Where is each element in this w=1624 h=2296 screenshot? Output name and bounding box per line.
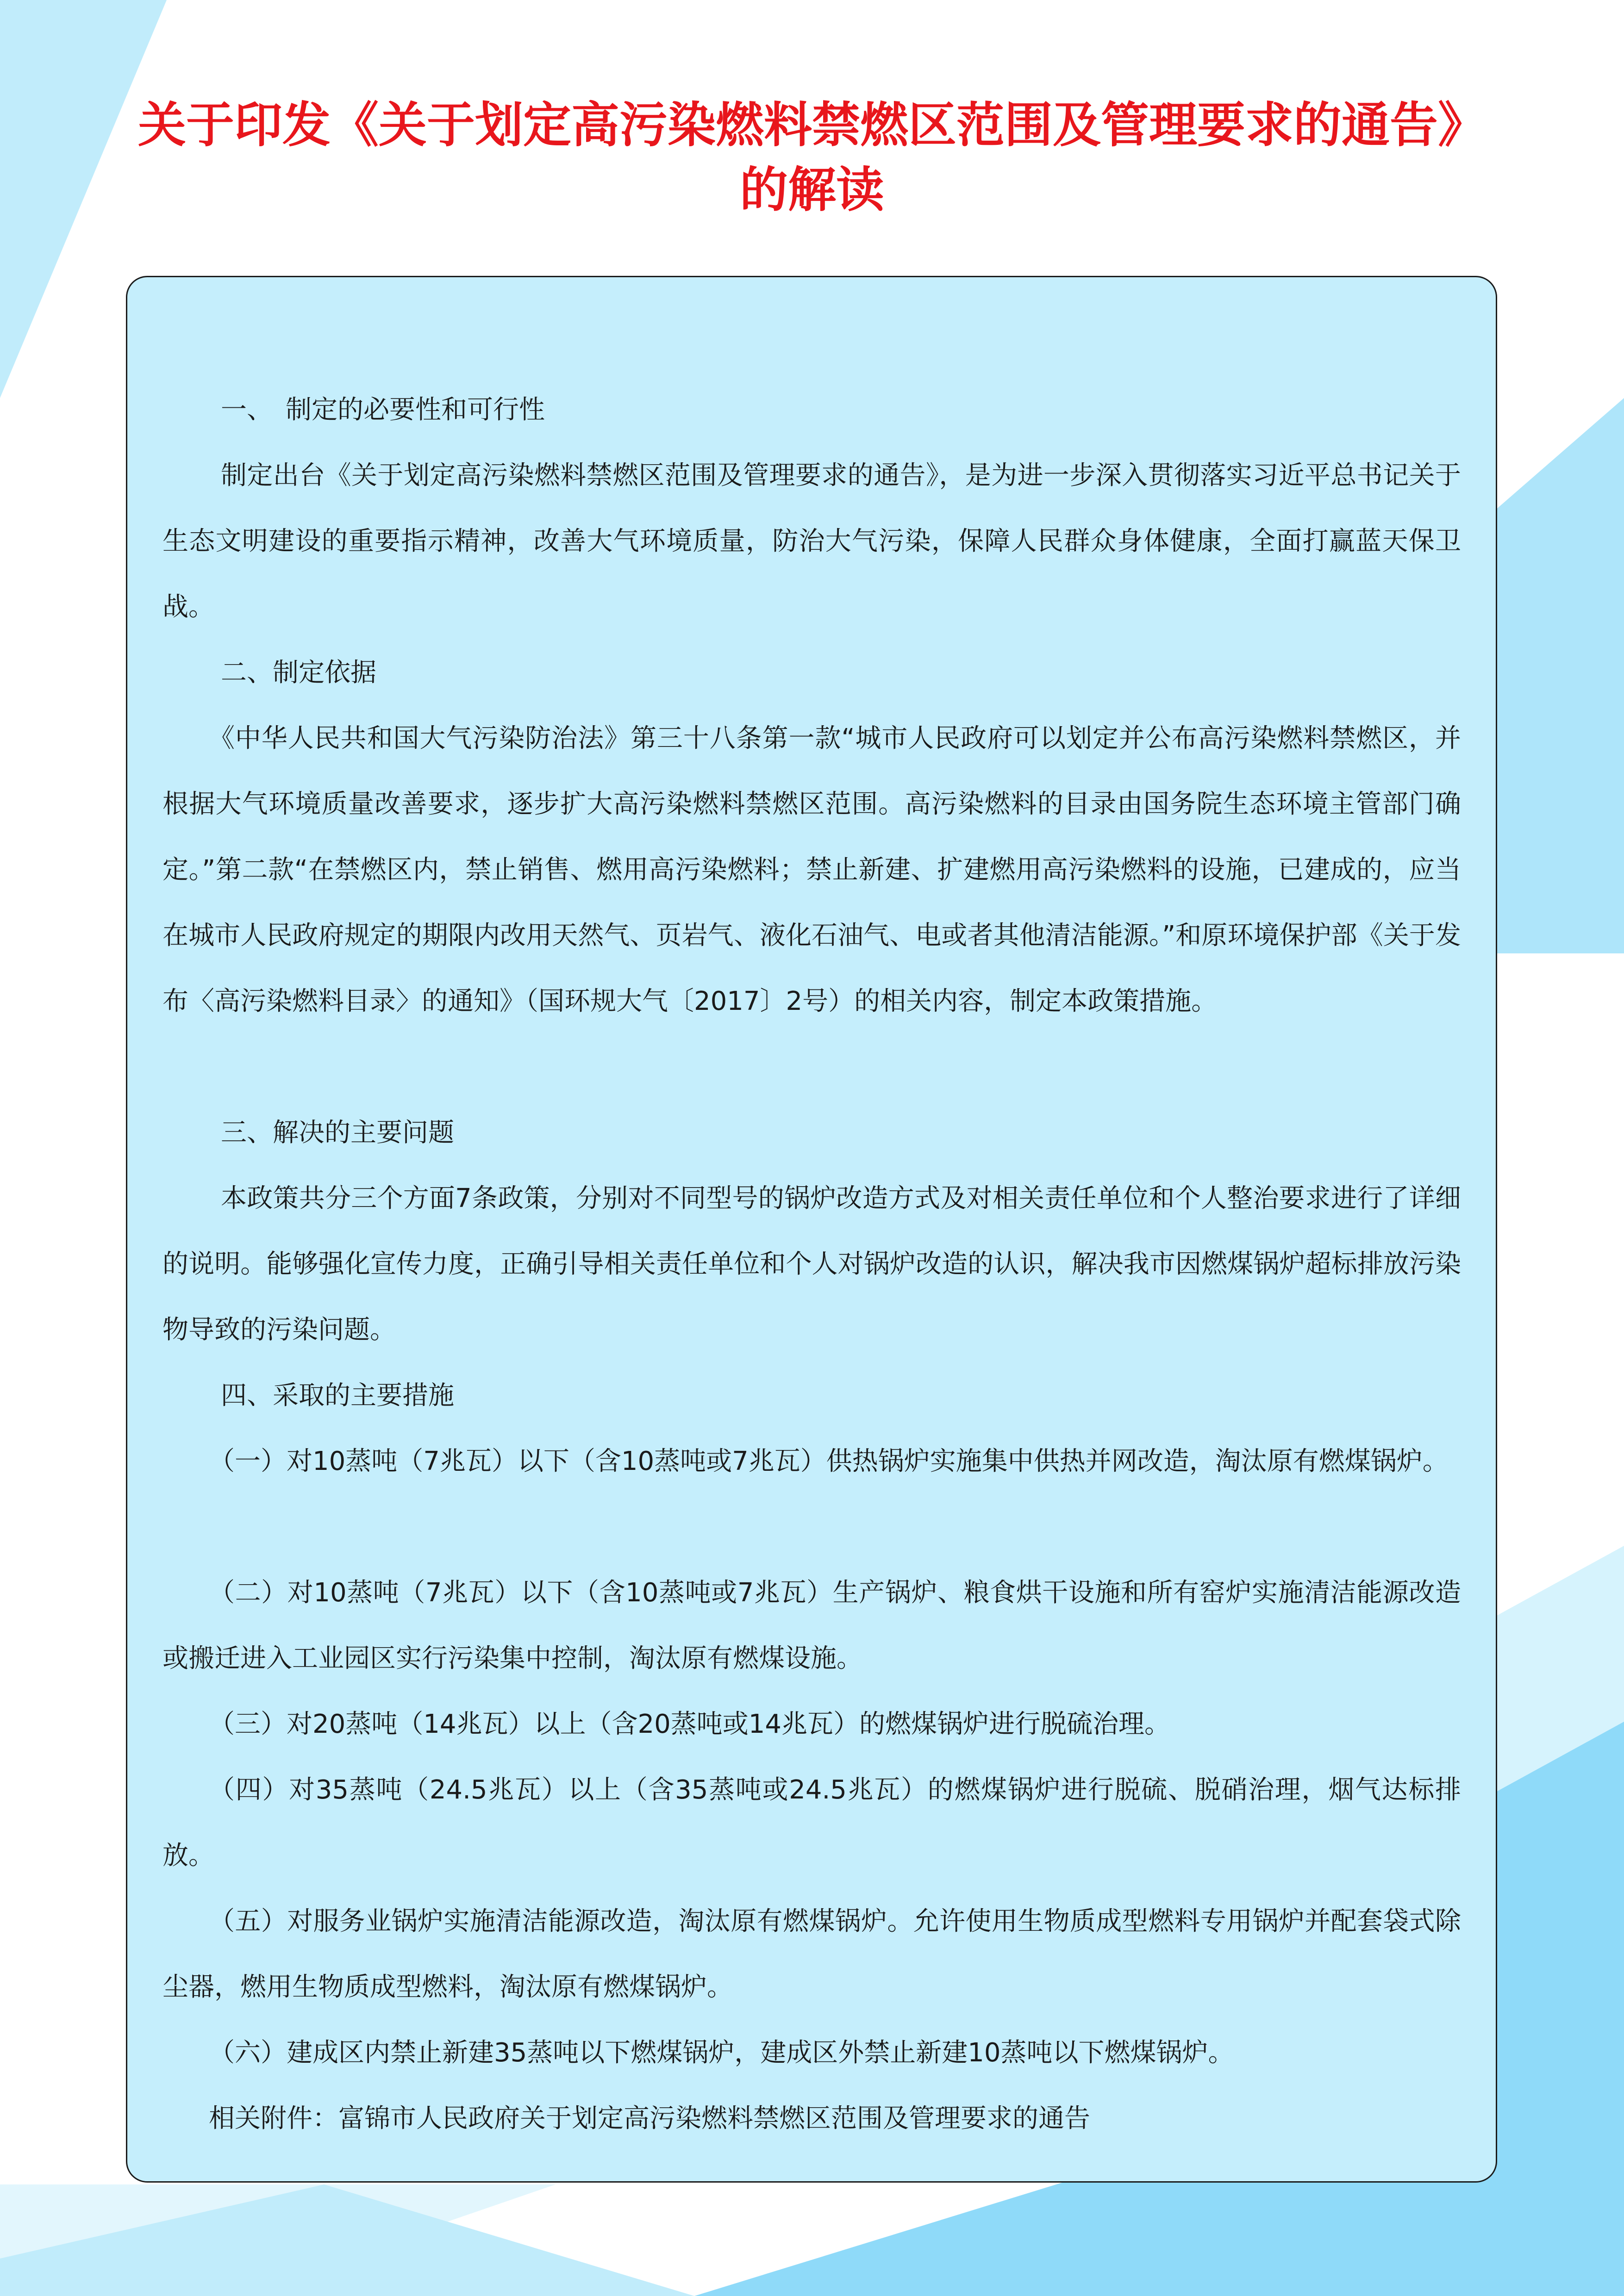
section-2-heading: 二、制定依据: [221, 658, 376, 688]
attachment-note: 相关附件：富锦市人民政府关于划定高污染燃料禁燃区范围及管理要求的通告: [209, 2103, 1090, 2134]
measure-2: （二）对10蒸吨（7兆瓦）以下（含10蒸吨或7兆瓦）生产锅炉、粮食烘干设施和所有窑炉实施清洁能源改造或搬迁进入工业园区实行污染集中控制，淘汰原有燃煤设施。: [162, 1578, 1461, 1674]
content-panel: [126, 276, 1497, 2183]
section-4-heading: 四、采取的主要措施: [221, 1381, 454, 1411]
measure-6: （六）建成区内禁止新建35蒸吨以下燃煤锅炉，建成区外禁止新建10蒸吨以下燃煤锅炉。: [209, 2038, 1234, 2068]
measure-3: （三）对20蒸吨（14兆瓦）以上（含20蒸吨或14兆瓦）的燃煤锅炉进行脱硫治理。: [209, 1709, 1171, 1739]
measure-1: （一）对10蒸吨（7兆瓦）以下（含10蒸吨或7兆瓦）供热锅炉实施集中供热并网改造，淘汰原有燃煤锅炉。: [209, 1446, 1449, 1476]
page-title-line-2: 的解读: [739, 162, 884, 218]
measure-4: （四）对35蒸吨（24.5兆瓦）以上（含35蒸吨或24.5兆瓦）的燃煤锅炉进行脱硫、脱硝治理，烟气达标排放。: [162, 1775, 1461, 1871]
section-2-body: 《中华人民共和国大气污染防治法》第三十八条第一款“城市人民政府可以划定并公布高污染燃料禁燃区，并根据大气环境质量改善要求，逐步扩大高污染燃料禁燃区范围。高污染燃料的目录由国务院生态环境主管部门确定。”第二款“在禁燃区内，禁止销售、燃用高污染燃料；禁止新建、扩建燃用高污染燃料的设施，已建成的，应当在城市人民政府规定的期限内改用天然气、页岩气、液化石油气、电或者其他清洁能源。”和原环境保护部《关于发布〈高污染燃料目录〉的通知》（国环规大气〔2017〕2号）的相关内容，制定本政策措施。: [162, 723, 1461, 1016]
section-1-heading: 一、 制定的必要性和可行性: [221, 395, 545, 425]
measure-5: （五）对服务业锅炉实施清洁能源改造，淘汰原有燃煤锅炉。允许使用生物质成型燃料专用锅炉并配套袋式除尘器，燃用生物质成型燃料，淘汰原有燃煤锅炉。: [162, 1906, 1461, 2002]
section-3-heading: 三、解决的主要问题: [221, 1118, 454, 1148]
section-3-body: 本政策共分三个方面7条政策，分别对不同型号的锅炉改造方式及对相关责任单位和个人整治要求进行了详细的说明。能够强化宣传力度，正确引导相关责任单位和个人对锅炉改造的认识，解决我市因燃煤锅炉超标排放污染物导致的污染问题。: [162, 1183, 1461, 1345]
section-1-body: 制定出台《关于划定高污染燃料禁燃区范围及管理要求的通告》，是为进一步深入贯彻落实习近平总书记关于生态文明建设的重要指示精神，改善大气环境质量，防治大气污染，保障人民群众身体健康，全面打赢蓝天保卫战。: [162, 460, 1461, 622]
page-title-line-1: 关于印发《关于划定高污染燃料禁燃区范围及管理要求的通告》: [137, 97, 1486, 153]
